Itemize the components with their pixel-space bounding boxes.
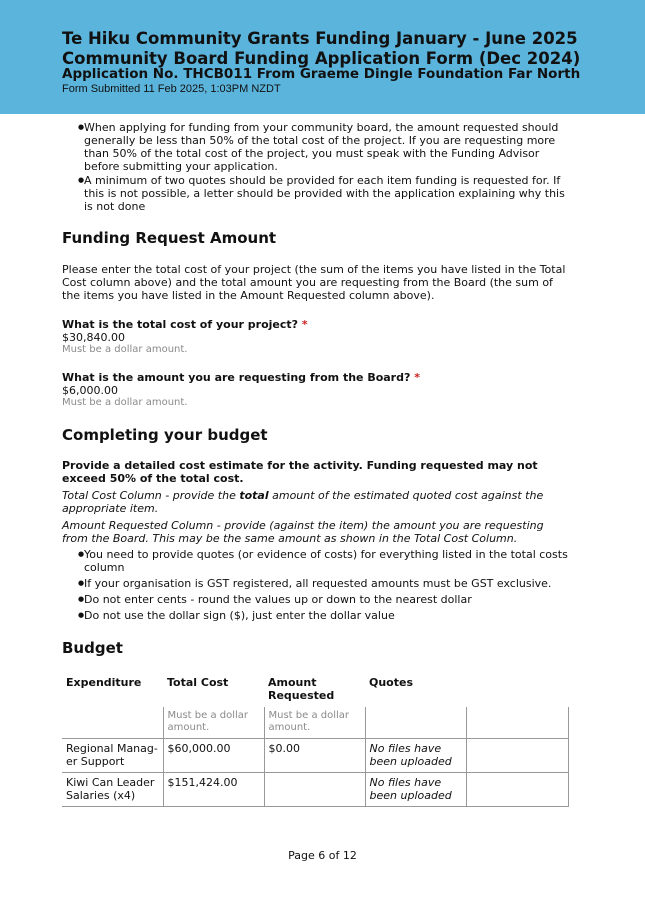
table-row — [62, 773, 568, 807]
amount-requested-label: What is the amount you are requesting from the Board? * — [62, 371, 420, 384]
budget-bullet: ● You need to provide quotes (or evidence of costs) for everything listed in the total costs column — [62, 548, 572, 574]
expenditure-cell: Kiwi Can Leader Salaries (x4) — [62, 773, 163, 807]
amount-requested-cell — [264, 773, 365, 807]
funding-description: Please enter the total cost of your project (the sum of the items you have listed in the Total Cost column above) and the total amount you are requesting from the Board (the sum of the items you have listed in the Amount Requested column above). — [62, 263, 566, 302]
extra-cell — [466, 739, 568, 773]
amount-requested-column-note: Amount Requested Column - provide (against the item) the amount you are requesting from the Board. This may be the same amount as shown in the Total Cost Column. — [62, 519, 544, 545]
budget-table — [62, 673, 569, 807]
budget-heading: Budget — [62, 639, 123, 657]
intro-bullet: ● When applying for funding from your community board, the amount requested should generally be less than 50% of the total cost of the project. If you are requesting more than 50% of the total cost of the project, you must speak with the Funding Advisor before submitting your application. — [62, 121, 572, 173]
total-cost-label: What is the total cost of your project? * — [62, 318, 308, 331]
table-row — [62, 739, 568, 773]
intro-bullet-list — [62, 121, 572, 213]
required-marker: * — [414, 371, 420, 384]
budget-header-row — [62, 673, 568, 707]
page-number: Page 6 of 12 — [288, 849, 357, 862]
amount-requested-cell: $0.00 — [264, 739, 365, 773]
column-header-quotes: Quotes — [369, 676, 414, 689]
hint-cell-empty — [62, 707, 163, 739]
amount-requested-question — [62, 371, 572, 409]
budget-bullet-list — [62, 548, 572, 622]
hint-cell-quotes — [365, 707, 466, 739]
quotes-cell: No files have been uploaded — [365, 773, 466, 807]
required-marker: * — [301, 318, 308, 331]
page-header — [0, 0, 645, 114]
total-cost-question — [62, 318, 572, 356]
funding-request-heading: Funding Request Amount — [62, 229, 277, 247]
budget-bullet: ● Do not use the dollar sign ($), just enter the dollar value — [62, 609, 572, 622]
budget-bullet: ● Do not enter cents - round the values up or down to the nearest dollar — [62, 593, 572, 606]
completing-budget-heading: Completing your budget — [62, 426, 268, 444]
amount-requested-hint: Must be a dollar amount. — [62, 397, 188, 408]
page-content — [62, 121, 572, 807]
total-cost-column-note: Total Cost Column - provide the total amount of the estimated quoted cost against the appropriate item. — [62, 489, 544, 515]
expenditure-cell: Regional Manag-er Support — [62, 739, 163, 773]
submitted-date: Form Submitted 11 Feb 2025, 1:03PM NZDT — [62, 83, 281, 95]
total-cost-hint: Must be a dollar amount. — [62, 344, 188, 355]
column-header-amount-requested: Amount Requested — [268, 676, 335, 702]
hint-cell-last — [466, 707, 568, 739]
quotes-cell: No files have been uploaded — [365, 739, 466, 773]
total-cost-cell: $151,424.00 — [163, 773, 264, 807]
budget-bullet: ● If your organisation is GST registered, all requested amounts must be GST exclusive. — [62, 577, 572, 590]
hint-cell-total: Must be a dollar amount. — [163, 707, 264, 739]
form-title-line1: Te Hiku Community Grants Funding January - June 2025 — [62, 29, 578, 48]
column-header-expenditure: Expenditure — [66, 676, 142, 689]
intro-bullet: ● A minimum of two quotes should be provided for each item funding is requested for. If this is not possible, a letter should be provided with the application explaining why this is not done — [62, 174, 572, 213]
column-header-total-cost: Total Cost — [167, 676, 229, 689]
budget-hint-row — [62, 707, 568, 739]
column-header-empty — [466, 673, 568, 707]
extra-cell — [466, 773, 568, 807]
total-cost-value: $30,840.00 — [62, 331, 125, 344]
amount-requested-value: $6,000.00 — [62, 384, 118, 397]
budget-bold-note: Provide a detailed cost estimate for the activity. Funding requested may not exceed 50% of the total cost. — [62, 459, 538, 485]
hint-cell-amount: Must be a dollar amount. — [264, 707, 365, 739]
form-title-line2: Community Board Funding Application Form (Dec 2024) — [62, 49, 581, 68]
total-cost-cell: $60,000.00 — [163, 739, 264, 773]
application-number: Application No. THCB011 From Graeme Dingle Foundation Far North — [62, 66, 581, 82]
